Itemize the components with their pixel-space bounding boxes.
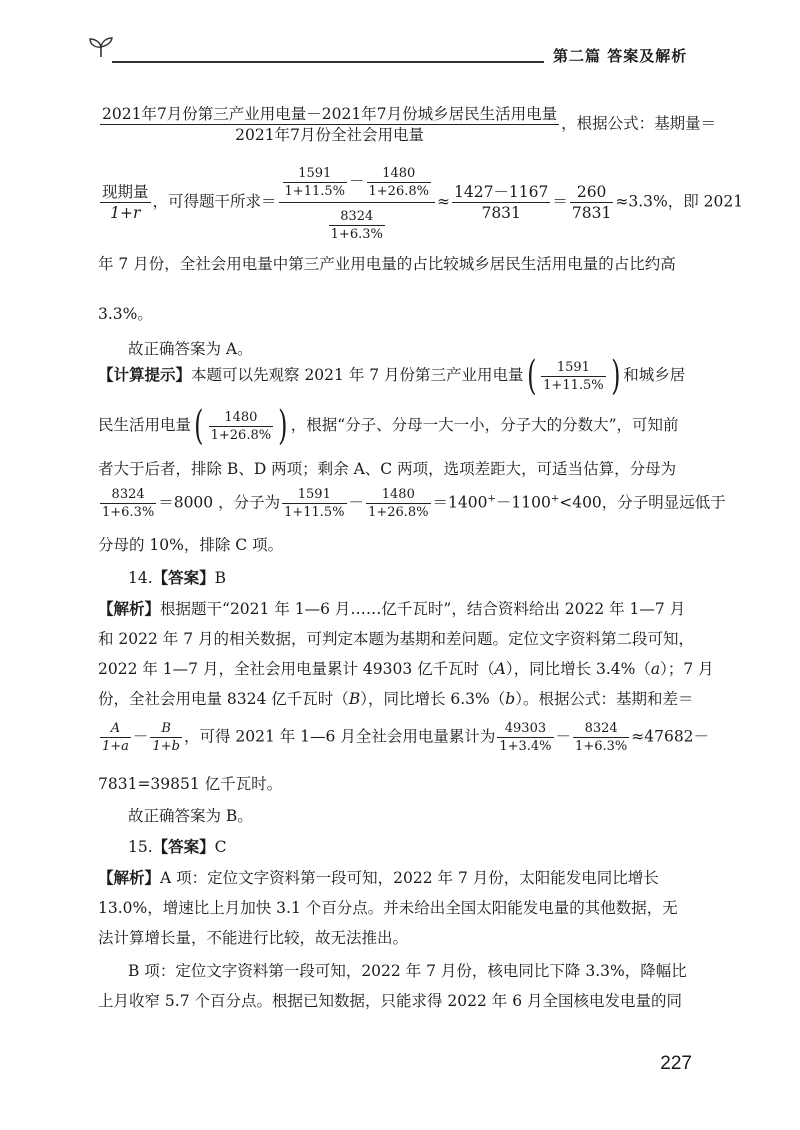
text: ＝8000 ，分子为 (158, 493, 281, 512)
analysis-label: 【解析】 (98, 869, 161, 887)
fraction (366, 486, 430, 521)
fraction-numerator: 1480 (366, 486, 430, 504)
fraction-denominator: 7831 (571, 204, 612, 222)
fraction-denominator: 1+11.5% (284, 505, 345, 520)
paragraph: B 项：定位文字资料第一段可知，2022 年 7 月份，核电同比下降 3.3%，降幅比 (128, 962, 687, 980)
superscript: + (550, 493, 560, 505)
paragraph: 和 2022 年 7 月的相关数据，可判定本题为基期和差问题。定位文字资料第二段可知， (98, 630, 695, 648)
fraction-denominator: 1+6.3% (102, 505, 155, 520)
header-rule (112, 61, 544, 63)
text: 份，全社会用电量 8324 亿千瓦时（ (98, 690, 349, 708)
paren: ) (278, 403, 288, 449)
text: ，可得题干所求＝ (152, 192, 277, 211)
formula-line-2 (98, 160, 743, 245)
page-number: 227 (660, 1053, 692, 1074)
fraction-numerator: 1480 (209, 409, 273, 427)
text: ，根据公式：基期量＝ (561, 114, 717, 133)
answer-line: 故正确答案为 B。 (128, 807, 253, 825)
fraction-denominator: 1+6.3% (330, 226, 383, 242)
answer-value: C (214, 838, 227, 856)
fraction-denominator: 1+a (102, 739, 129, 754)
fraction (150, 720, 182, 755)
text: ），同比增长 6.3%（ (360, 690, 506, 708)
text: A 项：定位文字资料第一段可知，2022 年 7 月份，太阳能发电同比增长 (160, 869, 659, 887)
fraction-numerator: 1591 (282, 486, 346, 504)
paren: ( (526, 353, 537, 399)
answer-label: 【答案】 (152, 838, 215, 856)
fraction-denominator: 2021年7月份全社会用电量 (235, 126, 424, 144)
fraction-numerator: B (150, 720, 182, 738)
tip-label: 【计算提示】 (98, 366, 192, 384)
text: ＝1400 (432, 493, 488, 512)
text: ）；7 月 (660, 660, 714, 678)
text: ≈ (436, 192, 450, 211)
fraction (100, 182, 151, 223)
fraction (283, 165, 347, 200)
fraction (367, 165, 431, 200)
variable: b (505, 690, 516, 708)
fraction-denominator: 1+26.8% (368, 505, 429, 520)
superscript: + (487, 493, 496, 505)
calc-tip-line-1 (98, 353, 686, 399)
text: ，可得 2021 年 1—6 月全社会用电量累计为 (183, 727, 496, 746)
paragraph: 分母的 10%，排除 C 项。 (98, 536, 284, 554)
analysis-label: 【解析】 (98, 600, 161, 618)
fraction-denominator: 1+6.3% (575, 739, 628, 754)
formula-line-1 (98, 104, 716, 145)
fraction (282, 486, 346, 521)
question-number: 14. (128, 569, 153, 587)
paragraph: 3.3%。 (98, 305, 153, 323)
answer-value: B (214, 569, 227, 587)
q14-analysis-line-1 (98, 598, 685, 620)
q15-answer (128, 836, 227, 858)
paragraph: 者大于后者，排除 B、D 两项；剩余 A、C 两项，选项差距大，可适当估算，分母为 (98, 460, 677, 478)
variable: a (650, 660, 661, 678)
fraction (329, 208, 385, 243)
fraction-numerator: 2021年7月份第三产业用电量－2021年7月份城乡居民生活用电量 (102, 105, 558, 123)
variable: A (494, 660, 506, 678)
fraction (209, 409, 273, 444)
fraction-numerator: 8324 (100, 486, 156, 504)
fraction-numerator: 1591 (541, 359, 605, 377)
paragraph: 年 7 月份，全社会用电量中第三产业用电量的占比较城乡居民生活用电量的占比约高 (98, 255, 676, 273)
answer-label: 【答案】 (152, 569, 215, 587)
paragraph: 法计算增长量，不能进行比较，故无法推出。 (98, 929, 409, 947)
fraction (497, 720, 553, 755)
q15-analysis-line-1 (98, 867, 659, 889)
text: <400，分子明显远低于 (559, 493, 726, 512)
text: 根据题干“2021 年 1—6 月……亿千瓦时”，结合资料给出 2022 年 1—7 月 (160, 600, 686, 618)
answer-line: 故正确答案为 A。 (128, 340, 253, 358)
fraction-numerator: 1480 (367, 165, 431, 183)
text: 民生活用电量 (98, 416, 192, 434)
paragraph: 13.0%，增速比上月加快 3.1 个百分点。并未给出全国太阳能发电量的其他数据，无 (98, 899, 678, 917)
fraction-denominator: 1+26.8% (210, 427, 272, 443)
paren: ) (610, 353, 621, 399)
fraction-numerator: 8324 (329, 208, 385, 226)
q14-answer (128, 567, 226, 589)
text: － (348, 493, 365, 512)
text: － (555, 727, 572, 746)
section-title: 第二篇 答案及解析 (553, 47, 688, 65)
fraction (100, 104, 559, 145)
fraction (573, 720, 629, 755)
fraction-numerator: 现期量 (102, 183, 149, 201)
text: 和城乡居 (623, 366, 686, 384)
fraction-numerator: 260 (570, 182, 613, 203)
paragraph: 7831=39851 亿千瓦时。 (98, 775, 283, 793)
text: ，根据“分子、分母一大一小，分子大的分数大”，可知前 (290, 416, 679, 434)
fraction-denominator: 1+3.4% (499, 739, 552, 754)
fraction-denominator: 7831 (481, 204, 521, 222)
text: －1100 (495, 493, 551, 512)
calc-tip-line-4 (98, 486, 726, 521)
fraction-numerator: 8324 (573, 720, 629, 738)
fraction-denominator: 1+26.8% (368, 183, 429, 199)
compound-fraction: $\frac{1591}{1+11.5\%}$ － $\frac{1480}{1+26.8\%}$ $\frac{8324}{1+6.3\%}$ (279, 160, 435, 245)
text: － (132, 727, 149, 746)
fraction (100, 486, 156, 521)
fraction-denominator: 1+b (152, 739, 180, 754)
paragraph: 上月收窄 5.7 个百分点。根据已知数据，只能求得 2022 年 6 月全国核电发电量的同 (98, 992, 683, 1010)
text: ≈47682－ (631, 727, 710, 746)
q14-analysis-line-3 (98, 658, 714, 680)
fraction (570, 182, 613, 223)
q14-analysis-line-5 (98, 720, 709, 755)
text: 2022 年 1—7 月，全社会用电量累计 49303 亿千瓦时（ (98, 660, 495, 678)
fraction-denominator: 1+11.5% (284, 183, 345, 199)
text: ）。根据公式：基期和差＝ (515, 690, 694, 708)
fraction (100, 720, 131, 755)
fraction-numerator: 1427－1167 (453, 183, 549, 201)
text: ），同比增长 3.4%（ (505, 660, 651, 678)
fraction (541, 359, 605, 394)
fraction-denominator: 1+r (110, 204, 141, 222)
fraction-numerator: 49303 (497, 720, 553, 738)
variable: B (348, 690, 361, 708)
sprout-icon (88, 36, 114, 58)
question-number: 15. (128, 838, 153, 856)
q14-analysis-line-4 (98, 688, 693, 710)
calc-tip-line-2 (98, 403, 679, 449)
paren: ( (194, 403, 204, 449)
text: ≈3.3%，即 2021 (615, 192, 744, 211)
text: ＝ (552, 192, 568, 211)
fraction-numerator: A (100, 720, 131, 738)
text: 本题可以先观察 2021 年 7 月份第三产业用电量 (191, 366, 524, 384)
fraction-denominator: 1+11.5% (543, 377, 604, 393)
fraction-numerator: 1591 (283, 165, 347, 183)
fraction (452, 182, 550, 223)
